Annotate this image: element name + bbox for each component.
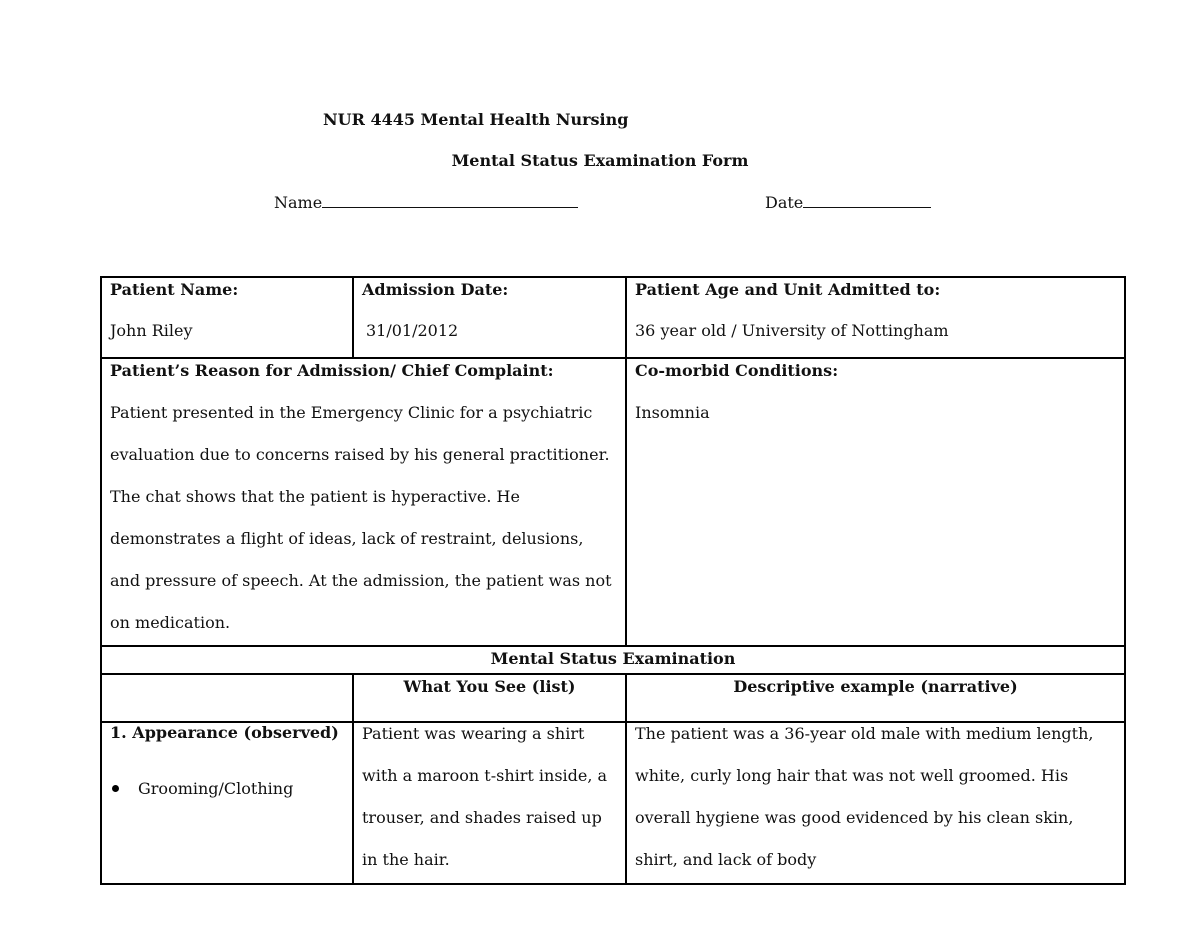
appearance-label-cell bbox=[101, 722, 353, 884]
see-column-header: What You See (list) bbox=[403, 677, 576, 696]
bullet-icon bbox=[112, 785, 119, 792]
narrative-column-header: Descriptive example (narrative) bbox=[733, 677, 1018, 696]
appearance-see-text: Patient was wearing a shirt with a maroon t-shirt inside, a trouser, and shades raised up in the hair. bbox=[362, 724, 608, 869]
patient-age-value: 36 year old / University of Nottingham bbox=[635, 321, 949, 340]
reason-row bbox=[101, 358, 1125, 646]
name-field[interactable] bbox=[274, 193, 578, 212]
comorbid-label: Co-morbid Conditions: bbox=[635, 361, 839, 380]
patient-name-value: John Riley bbox=[110, 321, 193, 340]
course-title: NUR 4445 Mental Health Nursing bbox=[323, 110, 629, 129]
comorbid-cell bbox=[626, 358, 1125, 646]
exam-title: Mental Status Examination bbox=[101, 646, 1125, 674]
patient-name-label: Patient Name: bbox=[110, 280, 239, 299]
admission-date-value: 31/01/2012 bbox=[366, 321, 459, 340]
name-label: Name bbox=[274, 193, 323, 212]
reason-label: Patient’s Reason for Admission/ Chief Complaint: bbox=[110, 361, 554, 380]
reason-cell bbox=[101, 358, 626, 646]
grooming-label: Grooming/Clothing bbox=[138, 779, 294, 798]
name-blank[interactable] bbox=[322, 193, 578, 208]
blank-header-cell bbox=[101, 674, 353, 722]
appearance-label: 1. Appearance (observed) bbox=[110, 723, 339, 742]
patient-info-row bbox=[101, 277, 1125, 358]
date-field[interactable] bbox=[765, 193, 931, 212]
appearance-row bbox=[101, 722, 1125, 884]
patient-name-cell bbox=[101, 277, 353, 358]
form-title: Mental Status Examination Form bbox=[451, 151, 749, 170]
date-label: Date bbox=[765, 193, 804, 212]
reason-text: Patient presented in the Emergency Clinic for a psychiatric evaluation due to concerns raised by his general practitioner. The chat shows that the patient is hyperactive. He demonstrates a flight of ideas, lack of restraint, delusions, and pressure of speech. At the admission, the patient was not on medication. bbox=[110, 403, 612, 632]
admission-date-label: Admission Date: bbox=[362, 280, 509, 299]
admission-date-cell bbox=[353, 277, 626, 358]
appearance-narrative-text: The patient was a 36-year old male with medium length, white, curly long hair that was not well groomed. His overall hygiene was good evidenced by his clean skin, shirt, and lack of body bbox=[635, 724, 1094, 869]
patient-age-cell bbox=[626, 277, 1125, 358]
patient-age-label: Patient Age and Unit Admitted to: bbox=[635, 280, 941, 299]
appearance-narrative-cell bbox=[626, 722, 1125, 884]
mental-status-table bbox=[100, 276, 1126, 885]
appearance-see-cell bbox=[353, 722, 626, 884]
date-blank[interactable] bbox=[803, 193, 931, 208]
comorbid-value: Insomnia bbox=[635, 403, 710, 422]
grooming-list-item bbox=[110, 779, 344, 798]
exam-title-row bbox=[101, 646, 1125, 674]
